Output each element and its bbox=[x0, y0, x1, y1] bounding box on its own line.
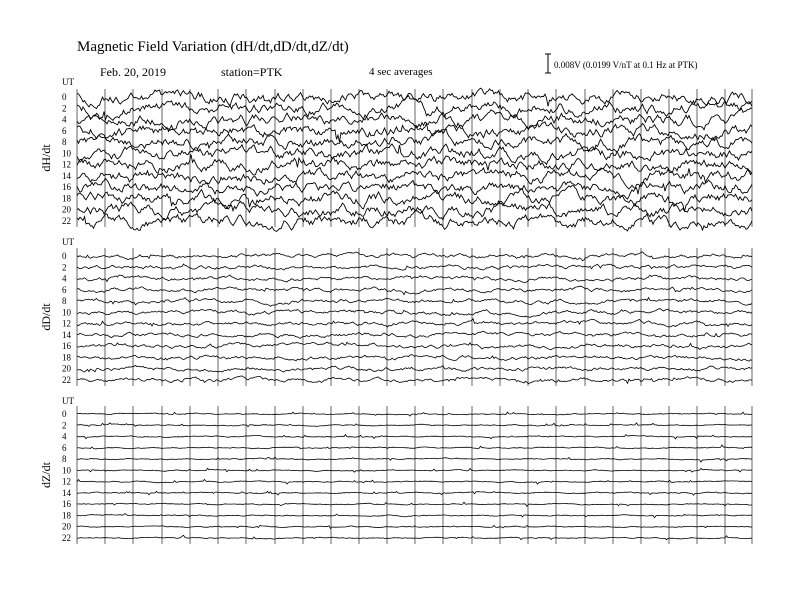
trace-line bbox=[77, 435, 752, 439]
row-label: 4 bbox=[62, 431, 67, 442]
row-label: 8 bbox=[62, 137, 67, 148]
row-label: 14 bbox=[62, 170, 71, 181]
row-label: 18 bbox=[62, 352, 71, 363]
scale-label: 0.008V (0.0199 V/nT at 0.1 Hz at PTK) bbox=[554, 60, 698, 70]
trace-line bbox=[77, 319, 752, 327]
row-label: 18 bbox=[62, 193, 71, 204]
station-label: station=PTK bbox=[221, 65, 283, 79]
trace-line bbox=[77, 535, 752, 539]
row-label: 8 bbox=[62, 296, 67, 307]
row-label: 20 bbox=[62, 363, 71, 374]
row-label: 0 bbox=[62, 251, 67, 261]
trace-line bbox=[77, 286, 752, 294]
page-title: Magnetic Field Variation (dH/dt,dD/dt,dZ/dt) bbox=[77, 39, 349, 55]
row-label: 18 bbox=[62, 510, 71, 521]
trace-line bbox=[77, 468, 752, 472]
panel-ylabel: dH/dt bbox=[39, 144, 53, 172]
row-label: 6 bbox=[62, 442, 67, 453]
row-label: 6 bbox=[62, 125, 67, 136]
trace-line bbox=[77, 144, 752, 165]
trace-line bbox=[77, 168, 752, 189]
row-label: 22 bbox=[62, 216, 71, 226]
row-label: 0 bbox=[62, 409, 67, 419]
ut-label: UT bbox=[62, 396, 74, 406]
trace-line bbox=[77, 491, 752, 495]
ut-label: UT bbox=[62, 77, 74, 87]
row-label: 10 bbox=[62, 148, 71, 159]
row-label: 10 bbox=[62, 307, 71, 318]
trace-line bbox=[77, 275, 752, 283]
trace-line bbox=[77, 365, 752, 372]
trace-line bbox=[77, 129, 752, 152]
panel-dZ-dt bbox=[39, 396, 752, 544]
trace-line bbox=[77, 376, 752, 384]
trace-line bbox=[77, 298, 752, 307]
trace-line bbox=[77, 502, 752, 506]
ut-label: UT bbox=[62, 237, 74, 247]
row-label: 16 bbox=[62, 341, 71, 352]
trace-line bbox=[77, 309, 752, 318]
panel-ylabel: dD/dt bbox=[39, 303, 53, 331]
row-label: 20 bbox=[62, 521, 71, 532]
row-label: 14 bbox=[62, 329, 71, 340]
trace-line bbox=[77, 178, 752, 199]
row-label: 2 bbox=[62, 420, 67, 431]
row-label: 12 bbox=[62, 318, 71, 329]
averaging-label: 4 sec averages bbox=[369, 66, 433, 78]
trace-line bbox=[77, 445, 752, 449]
trace-line bbox=[77, 423, 752, 427]
panel-dH-dt bbox=[39, 77, 752, 231]
row-label: 0 bbox=[62, 92, 67, 102]
row-label: 2 bbox=[62, 103, 67, 114]
trace-line bbox=[77, 457, 752, 462]
panel-ylabel: dZ/dt bbox=[39, 462, 53, 488]
trace-line bbox=[77, 525, 752, 528]
trace-line bbox=[77, 252, 752, 261]
row-label: 4 bbox=[62, 273, 67, 284]
row-label: 16 bbox=[62, 182, 71, 193]
row-label: 20 bbox=[62, 204, 71, 215]
row-label: 2 bbox=[62, 262, 67, 273]
row-label: 22 bbox=[62, 533, 71, 543]
row-label: 10 bbox=[62, 465, 71, 476]
row-label: 22 bbox=[62, 375, 71, 385]
trace-line bbox=[77, 96, 752, 121]
row-label: 12 bbox=[62, 476, 71, 487]
trace-line bbox=[77, 514, 752, 518]
date-label: Feb. 20, 2019 bbox=[100, 65, 166, 79]
trace-line bbox=[77, 480, 752, 485]
trace-line bbox=[77, 355, 752, 362]
panel-dD-dt bbox=[39, 237, 752, 386]
row-label: 12 bbox=[62, 159, 71, 170]
row-label: 14 bbox=[62, 487, 71, 498]
trace-line bbox=[77, 331, 752, 338]
trace-line bbox=[77, 412, 752, 416]
row-label: 8 bbox=[62, 454, 67, 465]
trace-line bbox=[77, 342, 752, 350]
row-label: 4 bbox=[62, 114, 67, 125]
trace-line bbox=[77, 264, 752, 270]
row-label: 16 bbox=[62, 499, 71, 510]
row-label: 6 bbox=[62, 284, 67, 295]
